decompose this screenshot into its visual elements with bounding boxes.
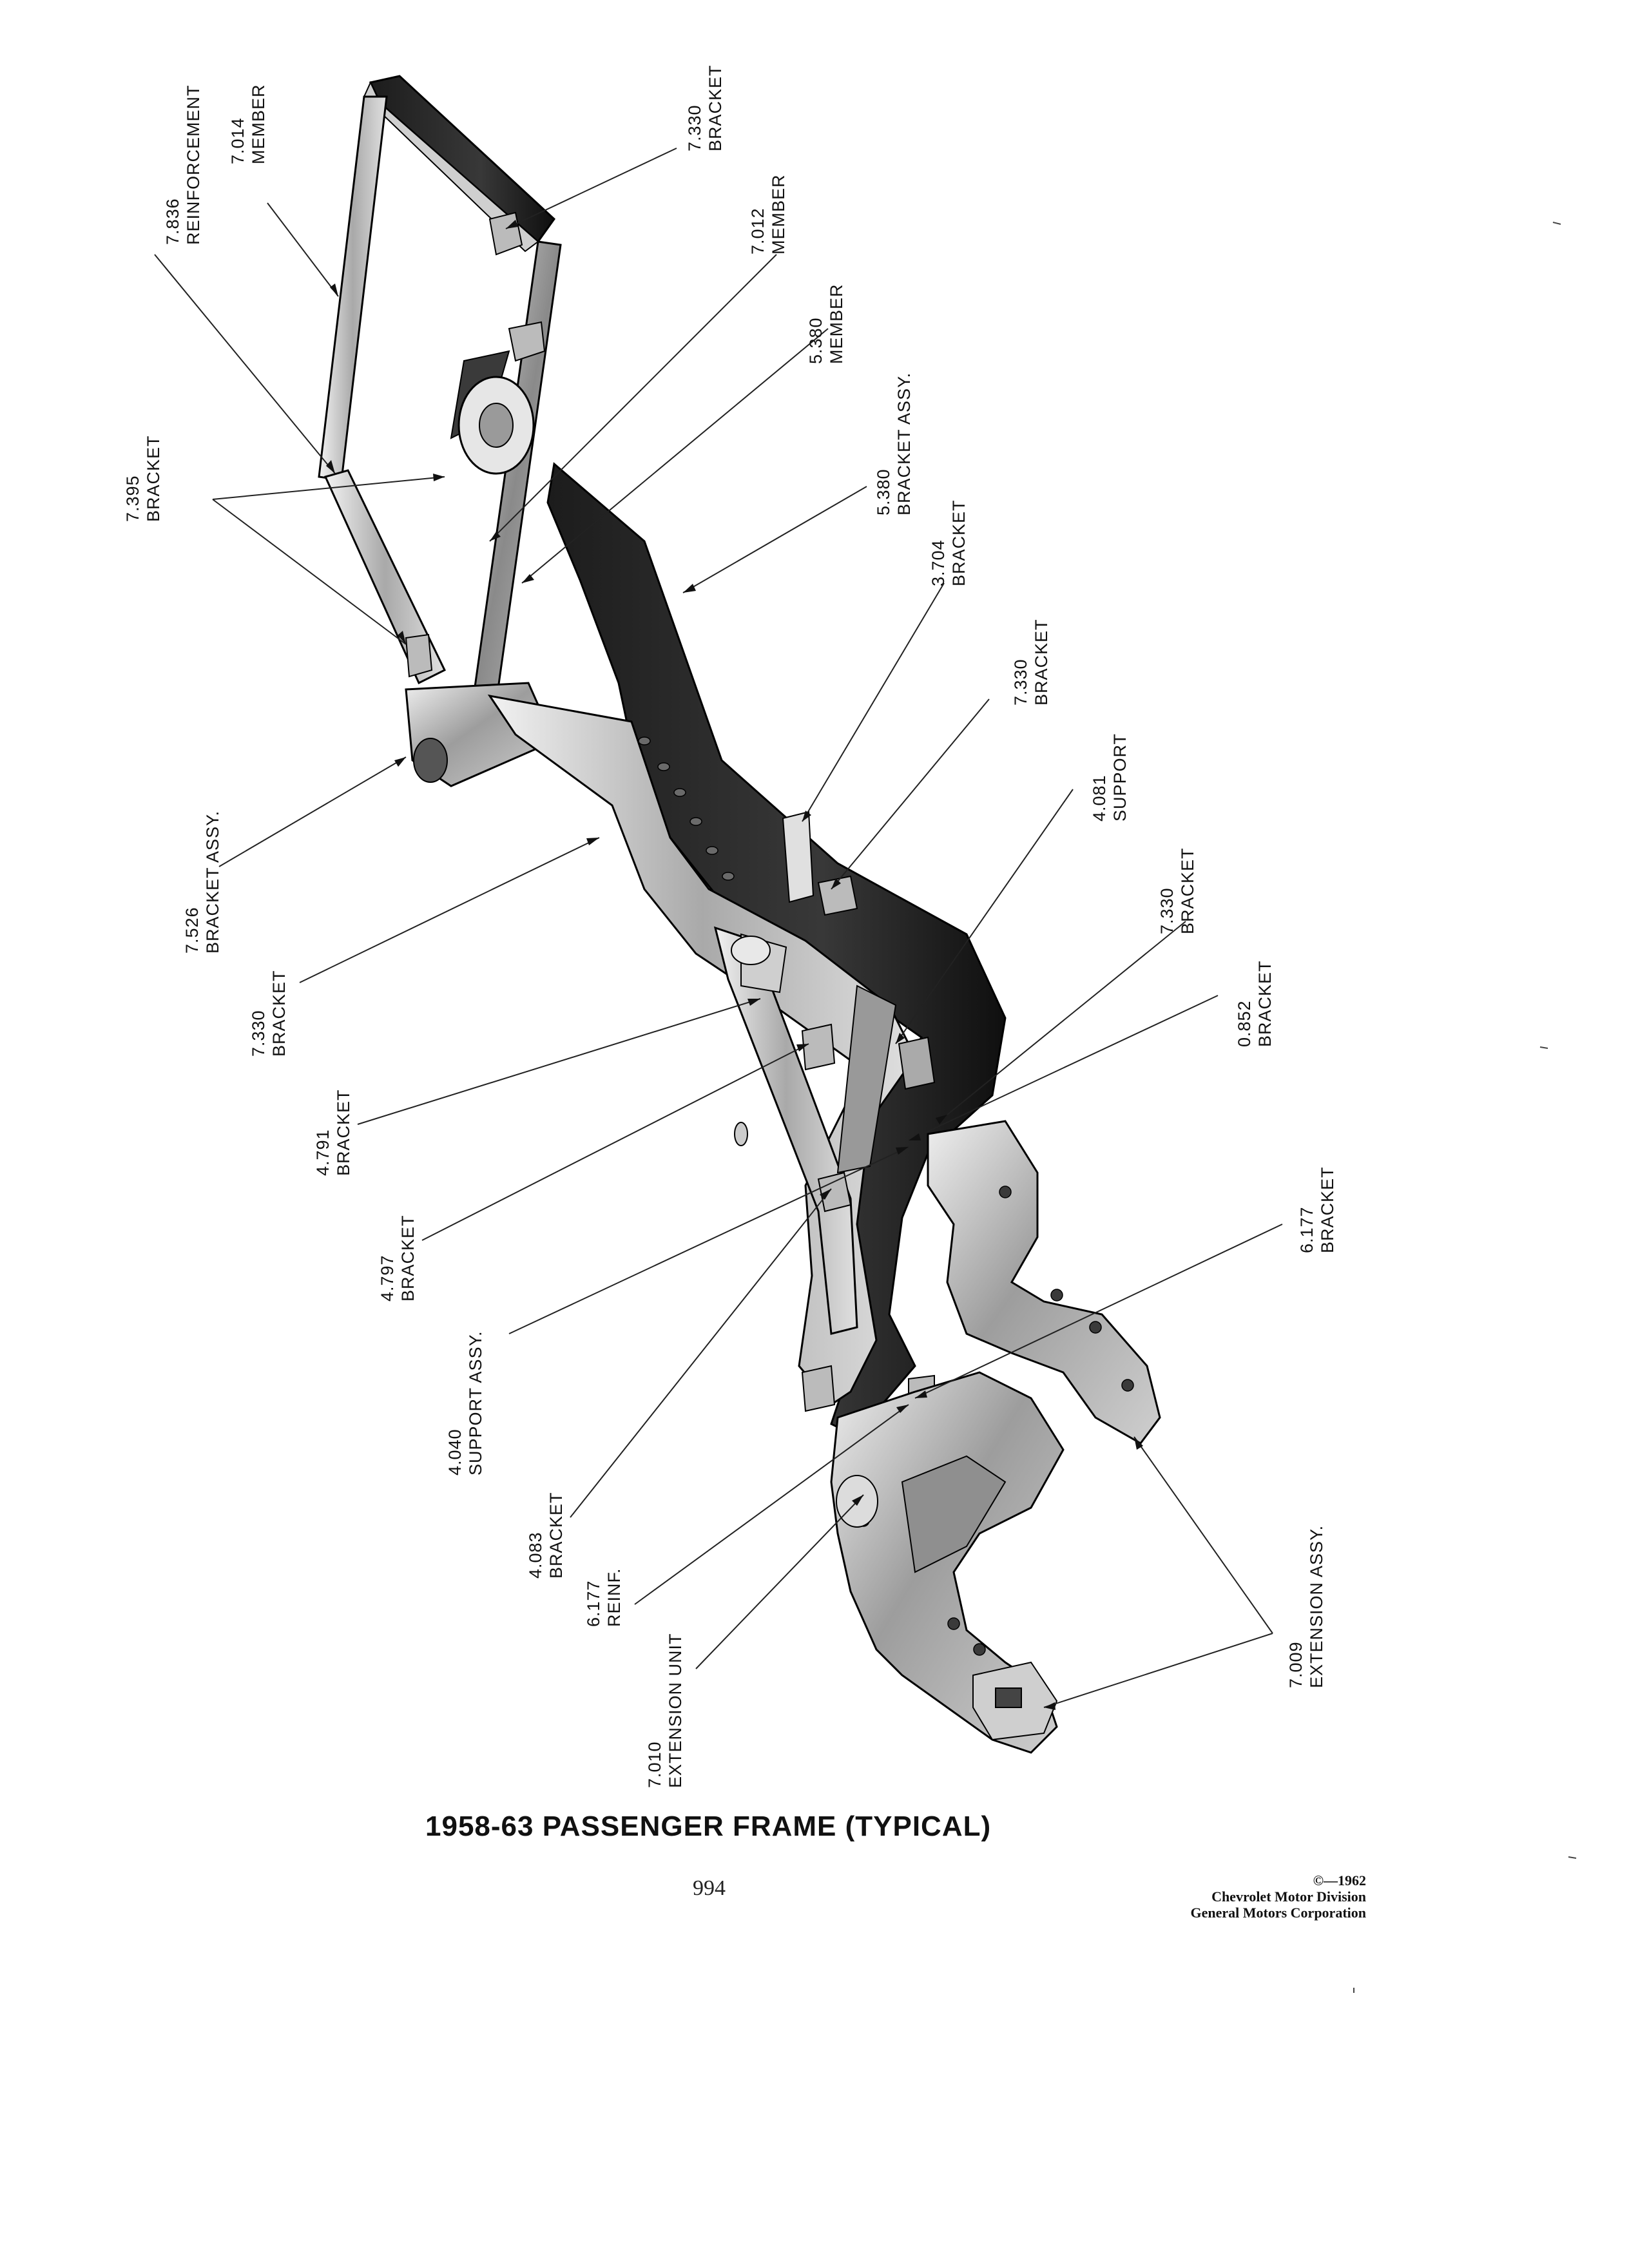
copyright-year: ©—1962 bbox=[1313, 1872, 1366, 1888]
front-top-member bbox=[371, 76, 554, 242]
figure-caption: 1958-63 PASSENGER FRAME (TYPICAL) bbox=[425, 1811, 992, 1842]
copyright-block bbox=[1191, 1872, 1367, 1921]
scan-marks bbox=[1354, 222, 1576, 1993]
copyright-division: Chevrolet Motor Division bbox=[1211, 1888, 1366, 1905]
page-number: 994 bbox=[693, 1876, 726, 1900]
front-left-member bbox=[319, 97, 387, 480]
front-crossmember-assembly bbox=[319, 76, 561, 786]
frame-diagram: 7.836 REINFORCEMENT 7.014 MEMBER 7.330 BRACKET 7.012 MEMBER 5.380 MEMBER 5.380 BRACKET ASSY. 7.395 BRACKET 3.704 BRACKET 7.330 BRACKET 4.081 SUPPORT 7.526 BRACKET ASSY. 7.330 BRACKET 0.852 BRACKET 7.330 BRACKET 4.791 BRACKET 4.797 BRACKET 6.177 BRACKET 4.040 SUPPORT ASSY. 4.083 BRACKET 6.177 REINF. 7.010 EXTENSION UNIT 7.009 EXTENSION ASSY. 1958-63 PASSENGER FRAME (TYPICAL) 994 ©—1962 Chevrolet Motor Division General Motors Corporation bbox=[0, 0, 1629, 2268]
copyright-corporation: General Motors Corporation bbox=[1190, 1905, 1366, 1921]
